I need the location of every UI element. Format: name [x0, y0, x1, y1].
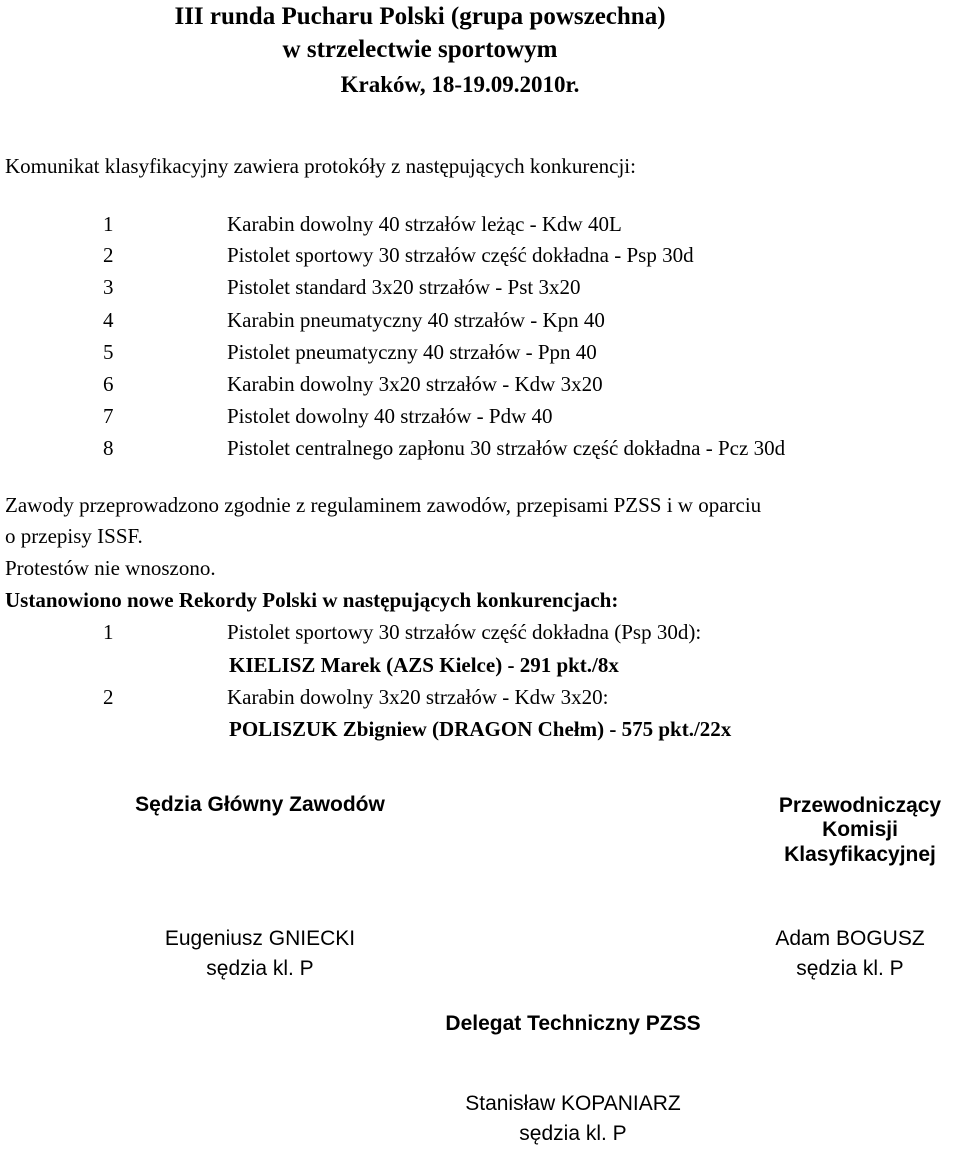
intro-text: Komunikat klasyfikacyjny zawiera protokóły z następujących konkurencji: [5, 154, 636, 178]
competition-number: 8 [103, 436, 114, 460]
record-event: Karabin dowolny 3x20 strzałów - Kdw 3x20: [227, 685, 609, 709]
competition-number: 6 [103, 372, 114, 396]
title-line-1: III runda Pucharu Polski (grupa powszechna) [174, 3, 666, 30]
competition-name: Pistolet standard 3x20 strzałów - Pst 3x20 [227, 275, 581, 299]
competition-name: Pistolet pneumatyczny 40 strzałów - Ppn 40 [227, 340, 597, 364]
chair-title-1: Przewodniczący [778, 794, 942, 817]
competition-number: 5 [103, 340, 114, 364]
competition-name: Karabin dowolny 40 strzałów leżąc - Kdw 40L [227, 212, 622, 236]
competition-name: Pistolet dowolny 40 strzałów - Pdw 40 [227, 404, 553, 428]
chief-judge-name: Eugeniusz GNIECKI [164, 927, 356, 950]
competition-name: Pistolet sportowy 30 strzałów część dokładna - Psp 30d [227, 243, 694, 267]
protests-text: Protestów nie wnoszono. [5, 556, 216, 580]
competition-number: 7 [103, 404, 114, 428]
delegate-rank: sędzia kl. P [519, 1122, 627, 1145]
records-heading: Ustanowiono nowe Rekordy Polski w następujących konkurencjach: [5, 588, 619, 612]
rules-line-2: o przepisy ISSF. [5, 524, 143, 548]
competition-name: Pistolet centralnego zapłonu 30 strzałów część dokładna - Pcz 30d [227, 436, 786, 460]
competition-name: Karabin dowolny 3x20 strzałów - Kdw 3x20 [227, 372, 603, 396]
chair-title-2: Komisji [822, 818, 898, 841]
competition-number: 4 [103, 308, 114, 332]
record-holder: POLISZUK Zbigniew (DRAGON Chełm) - 575 pkt./22x [229, 717, 732, 741]
competition-number: 1 [103, 212, 114, 236]
chief-judge-title: Sędzia Główny Zawodów [135, 793, 385, 816]
competition-name: Karabin pneumatyczny 40 strzałów - Kpn 40 [227, 308, 605, 332]
delegate-name: Stanisław KOPANIARZ [465, 1092, 681, 1115]
record-event: Pistolet sportowy 30 strzałów część dokładna (Psp 30d): [227, 620, 702, 644]
competition-number: 2 [103, 243, 114, 267]
chair-rank: sędzia kl. P [796, 957, 904, 980]
record-number: 1 [103, 620, 114, 644]
competition-number: 3 [103, 275, 114, 299]
record-holder: KIELISZ Marek (AZS Kielce) - 291 pkt./8x [229, 653, 619, 677]
title-line-3: Kraków, 18-19.09.2010r. [340, 72, 580, 97]
rules-line-1: Zawody przeprowadzono zgodnie z regulaminem zawodów, przepisami PZSS i w oparciu [5, 493, 762, 517]
chair-name: Adam BOGUSZ [775, 927, 925, 950]
chief-judge-rank: sędzia kl. P [206, 957, 314, 980]
delegate-title: Delegat Techniczny PZSS [445, 1012, 701, 1035]
chair-title-3: Klasyfikacyjnej [784, 843, 936, 866]
title-line-2: w strzelectwie sportowym [282, 36, 558, 63]
record-number: 2 [103, 685, 114, 709]
